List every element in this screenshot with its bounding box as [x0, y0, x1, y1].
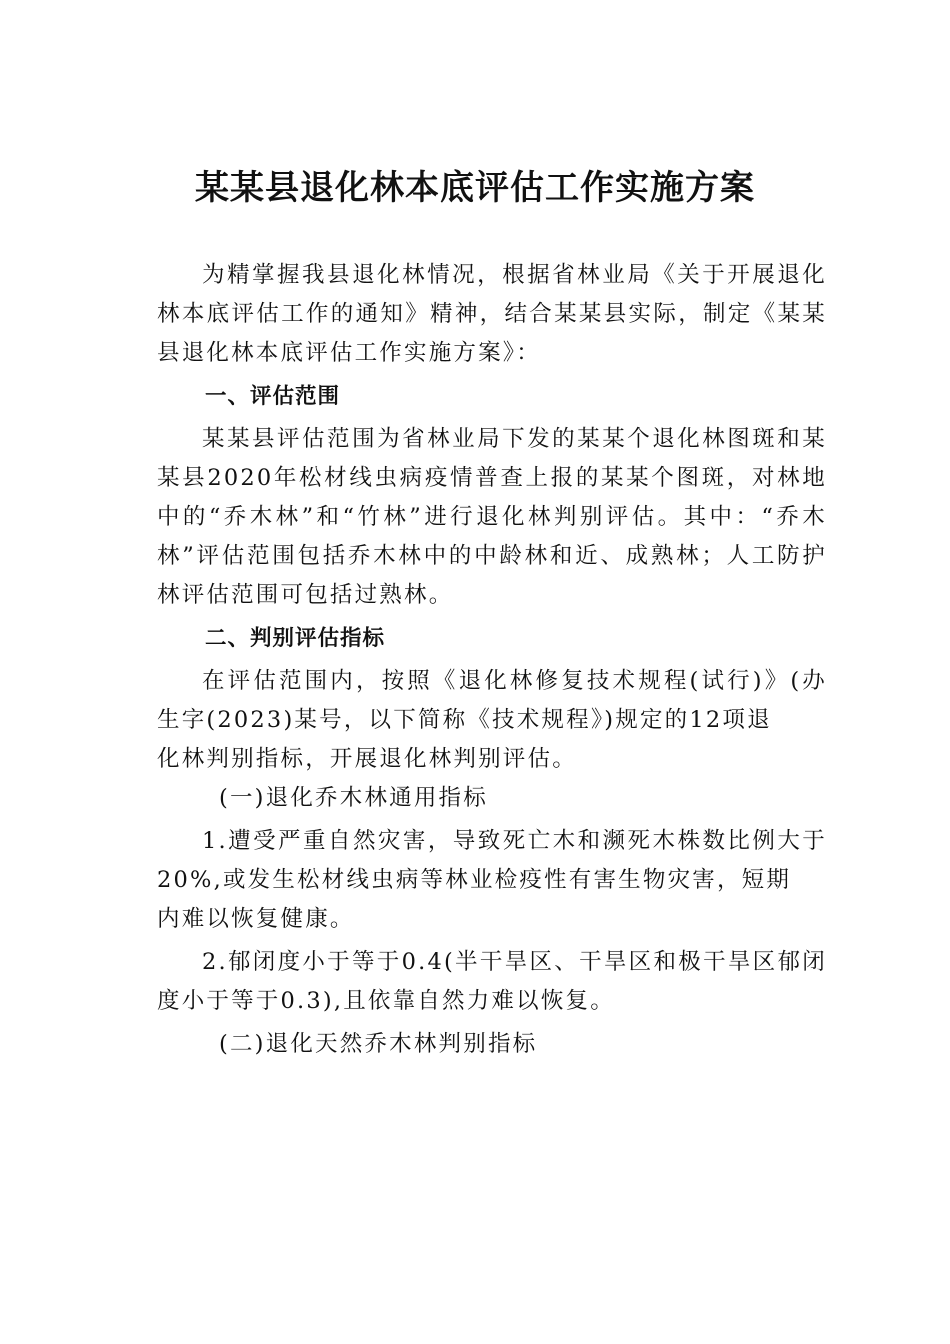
subsection-heading-natural: (二)退化天然乔木林判别指标: [219, 1031, 538, 1057]
document-title: 某某县退化林本底评估工作实施方案: [195, 168, 755, 208]
item-1-paragraph-continued: 内难以恢复健康。: [157, 906, 355, 932]
scope-paragraph: 某某县评估范围为省林业局下发的某某个退化林图斑和某某县2020年松材线虫病疫情普查上报的某某个图斑，对林地中的“乔木林”和“竹林”进行退化林判别评估。其中：“乔木林”评估范围包括乔木林中的中龄林和近、成熟林；人工防护林评估范围可包括过熟林。: [157, 426, 827, 608]
item-1-paragraph: 1.遭受严重自然灾害，导致死亡木和濒死木株数比例大于20%,或发生松材线虫病等林业检疫性有害生物灾害，短期: [157, 828, 827, 893]
section-heading-scope: 一、评估范围: [205, 384, 341, 409]
indicators-paragraph: 在评估范围内，按照《退化林修复技术规程(试行)》(办生字(2023)某号，以下简称《技术规程》)规定的12项退: [157, 668, 827, 733]
item-2-paragraph: 2.郁闭度小于等于0.4(半干旱区、干旱区和极干旱区郁闭度小于等于0.3),且依靠自然力难以恢复。: [157, 949, 827, 1014]
document-body: [157, 256, 827, 1064]
intro-paragraph: 为精掌握我县退化林情况，根据省林业局《关于开展退化林本底评估工作的通知》精神，结合某某县实际，制定《某某县退化林本底评估工作实施方案》：: [157, 262, 827, 366]
section-heading-indicators: 二、判别评估指标: [205, 626, 386, 651]
indicators-paragraph-continued: 化林判别指标，开展退化林判别评估。: [157, 746, 577, 772]
subsection-heading-general: (一)退化乔木林通用指标: [219, 785, 488, 811]
